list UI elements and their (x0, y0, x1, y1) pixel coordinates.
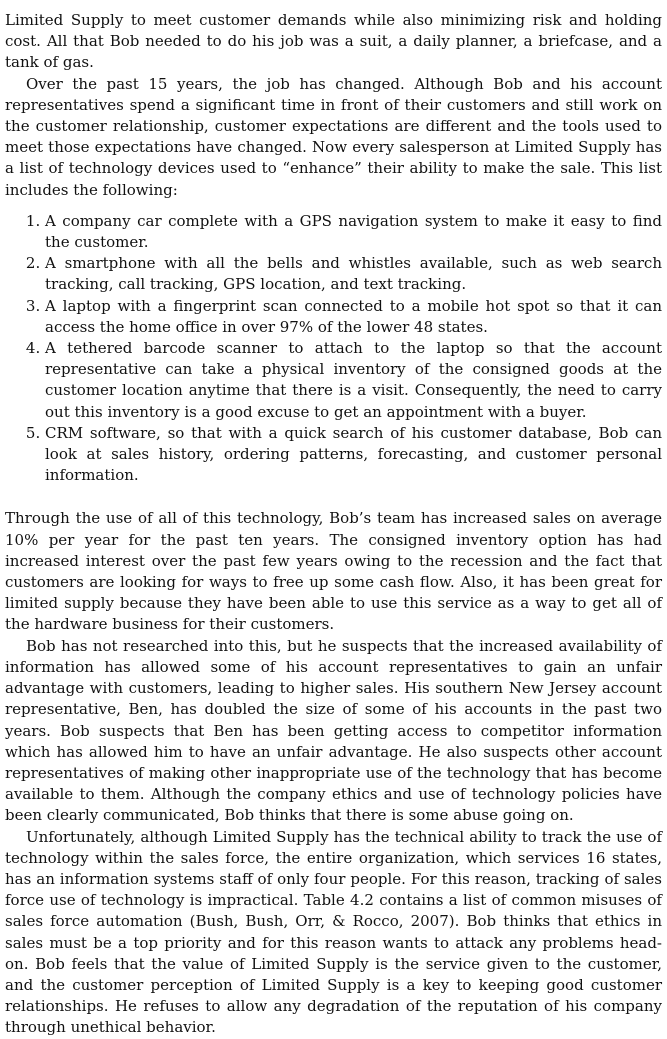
list-item: 4. A tethered barcode scanner to attach to the laptop so that the account representative can take a physical inventory of the consigned goods at the customer location anytime that there is a visit. Consequently, the need to carry out this inventory is a good excuse to get an appointment with a buyer. (45, 338, 662, 423)
list-item: 1. A company car complete with a GPS navigation system to make it easy to find the customer. (45, 211, 662, 253)
list-item: 5. CRM software, so that with a quick search of his customer database, Bob can look at sales history, ordering patterns, forecasting, and customer personal information. (45, 423, 662, 487)
technology-device-list (5, 211, 662, 487)
list-item: 2. A smartphone with all the bells and whistles available, such as web search tracking, call tracking, GPS location, and text tracking. (45, 253, 662, 295)
paragraph-sales-increase: Through the use of all of this technology, Bob’s team has increased sales on average 10% per year for the past ten years. The consigned inventory option has had increased interest over the past few years owing to the recession and the fact that customers are looking for ways to free up some cash flow. Also, it has been great for limited supply because they have been able to use this service as a way to get all of the hardware business for their customers. (5, 509, 662, 634)
list-item: 3. A laptop with a fingerprint scan connected to a mobile hot spot so that it can access the home office in over 97% of the lower 48 states. (45, 296, 662, 338)
paragraph-unfair-advantage: Bob has not researched into this, but he suspects that the increased availability of information has allowed some of his account representatives to gain an unfair advantage with customers, leading to higher sales. His southern New Jersey account representative, Ben, has doubled the size of some of his accounts in the past two years. Bob suspects that Ben has been getting access to competitor information which has allowed him to have an unfair advantage. He also suspects other account representatives of making other inappropriate use of the technology that has become available to them. Although the company ethics and use of technology policies have been clearly communicated, Bob thinks that there is some abuse going on. (5, 636, 662, 825)
paragraph-job-changed: Over the past 15 years, the job has changed. Although Bob and his account representatives spend a significant time in front of their customers and still work on the customer relationship, customer expectations are different and the tools used to meet those expectations have changed. Now every salesperson at Limited Supply has a list of technology devices used to “enhance” their ability to make the sale. This list includes the following: (5, 74, 662, 199)
paragraph-continuation: Limited Supply to meet customer demands while also minimizing risk and holding cost. All that Bob needed to do his job was a suit, a daily planner, a briefcase, and a tank of gas. (5, 11, 662, 72)
paragraph-tracking-impractical: Unfortunately, although Limited Supply has the technical ability to track the use of technology within the sales force, the entire organization, which services 16 states, has an information systems staff of only four people. For this reason, tracking of sales force use of technology is impractical. Table 4.2 contains a list of common misuses of sales force automation (Bush, Bush, Orr, & Rocco, 2007). Bob thinks that ethics in sales must be a top priority and for this reason wants to attack any problems head-on. Bob feels that the value of Limited Supply is the service given to the customer, and the customer perception of Limited Supply is a key to keeping good customer relationships. He refuses to allow any degradation of the reputation of his company through unethical behavior. (5, 827, 662, 1037)
